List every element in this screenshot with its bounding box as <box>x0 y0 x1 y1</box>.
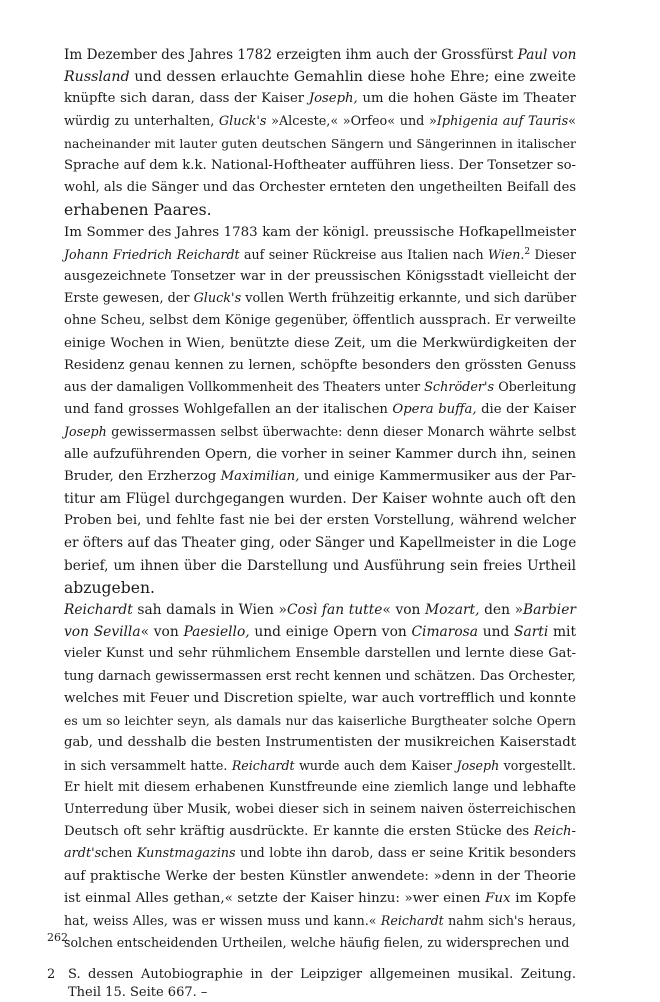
text-line <box>47 266 576 288</box>
text-line <box>47 66 576 88</box>
text-line <box>47 133 576 155</box>
text-line <box>47 910 576 932</box>
text-line <box>47 177 576 199</box>
text-run: « von <box>140 624 184 641</box>
paragraph <box>47 222 576 599</box>
text-line <box>47 399 576 421</box>
italic-run: Opera buffa, <box>392 402 477 418</box>
text-line <box>47 421 576 443</box>
italic-run: Reichardt <box>64 602 133 619</box>
text-line <box>47 111 576 133</box>
text-line <box>47 532 576 554</box>
text-run: chen <box>101 846 137 862</box>
text-run: hat, weiss Alles, was er wissen muss und kann.« <box>64 912 381 928</box>
text-line <box>47 310 576 332</box>
paragraph <box>47 44 576 222</box>
text-line <box>47 377 576 399</box>
text-run: es um so leichter seyn, als damals nur das kaiserliche Burgtheater solche Opern <box>64 713 576 729</box>
text-run: knüpfte sich daran, dass der Kaiser <box>64 91 309 107</box>
text-run: alle aufzuführenden Opern, die vorher in seiner Kammer durch ihn, seinen <box>64 446 576 462</box>
text-run: und dessen erlauchte Gemahlin diese hohe Ehre; eine zweite <box>129 69 576 86</box>
text-line <box>47 755 576 777</box>
text-run: würdig zu unterhalten, <box>64 113 219 129</box>
italic-run: Gluck's <box>218 113 267 129</box>
text-run: « von <box>382 602 426 619</box>
text-run: abzugeben. <box>64 578 155 597</box>
text-line <box>47 199 576 221</box>
text-run: Residenz genau kennen zu lernen, schöpfte besonders den grössten Genuss <box>64 357 576 373</box>
italic-run: Reich- <box>533 824 576 840</box>
text-line <box>47 866 576 888</box>
text-run: Er hielt mit diesem erhabenen Kunstfreunde eine ziemlich lange und lebhafte <box>64 779 576 795</box>
text-run: einige Wochen in Wien, benützte diese Zeit, um die Merkwürdigkeiten der <box>64 335 576 351</box>
italic-run: Schröder's <box>424 380 495 396</box>
text-run: im Kopfe <box>510 890 576 906</box>
text-run: Proben bei, und fehlte fast nie bei der ersten Vorstellung, während welcher <box>64 513 576 529</box>
text-run: Im Sommer des Jahres 1783 kam der königl. preussische Hofkapellmeister <box>64 224 576 240</box>
text-run: er öfters auf das Theater ging, oder Sänger und Kapellmeister in die Loge <box>64 535 577 552</box>
text-run: vollen Werth frühzeitig erkannte, und sich darüber <box>241 291 577 307</box>
text-run: in sich versammelt hatte. <box>64 757 232 773</box>
text-line <box>47 333 576 355</box>
text-line <box>47 155 576 177</box>
italic-run: Russland <box>64 69 130 86</box>
text-run: titur am Flügel durchgegangen wurden. Der Kaiser wohnte auch oft den <box>64 491 576 508</box>
italic-run: Così fan tutte <box>286 602 383 619</box>
text-line <box>47 244 576 266</box>
footnote-ref: 2 <box>524 246 531 257</box>
text-line <box>47 355 576 377</box>
text-run: solchen entscheidenden Urtheilen, welche häufig fielen, zu widersprechen und <box>64 935 570 951</box>
text-run: Unterredung über Musik, wobei dieser sich in seinem naiven österreichischen <box>64 801 576 817</box>
text-run: ist einmal Alles gethan,« setzte der Kaiser hinzu: »wer einen <box>64 890 486 906</box>
text-run: nacheinander mit lauter guten deutschen Sängern und Sängerinnen in italischer <box>64 135 576 151</box>
text-line <box>47 799 576 821</box>
italic-run: Iphigenia auf Tauris <box>436 113 569 129</box>
italic-run: Sarti <box>514 624 549 641</box>
italic-run: Paesiello, <box>183 624 250 641</box>
footnote <box>47 966 576 1002</box>
text-run: »Alceste,« »Orfeo« und » <box>266 113 437 129</box>
text-run: die der Kaiser <box>476 402 576 418</box>
italic-run: Fux <box>485 890 511 906</box>
text-line <box>47 44 576 66</box>
text-run: erhabenen Paares. <box>64 201 212 220</box>
text-run: gewissermassen selbst überwachte: denn dieser Monarch währte selbst <box>106 424 576 440</box>
italic-run: Joseph, <box>308 91 358 107</box>
text-line <box>47 510 576 532</box>
text-run: Sprache auf dem k.k. National-Hoftheater aufführen liess. Der Tonsetzer so- <box>64 158 576 174</box>
text-run: « <box>568 113 577 129</box>
text-line <box>47 555 576 577</box>
text-run: und einige Kammermusiker aus der Par- <box>299 468 576 484</box>
text-line <box>47 599 576 621</box>
text-run: Im Dezember des Jahres 1782 erzeigten ihm auch der Grossfürst <box>64 47 518 63</box>
text-run: gab, und desshalb die besten Instrumentisten der musikreichen Kaiserstadt <box>64 735 576 751</box>
text-run: mit <box>548 624 577 641</box>
text-run: und einige Opern von <box>249 624 412 641</box>
text-run: um die hohen Gäste im Theater <box>357 91 576 107</box>
text-run: wurde auch dem Kaiser <box>294 757 457 773</box>
paragraph <box>47 599 576 954</box>
text-line <box>47 222 576 244</box>
text-line <box>47 666 576 688</box>
text-run: wohl, als die Sänger und das Orchester ernteten den ungetheilten Beifall des <box>64 180 576 196</box>
text-line <box>47 888 576 910</box>
text-line <box>47 710 576 732</box>
italic-run: Wien. <box>488 246 525 262</box>
italic-run: Reichardt <box>231 757 295 773</box>
text-line <box>47 88 576 110</box>
italic-run: Paul von <box>517 47 577 63</box>
text-line <box>47 288 576 310</box>
text-run: und fand grosses Wohlgefallen an der italischen <box>64 402 393 418</box>
footnote-text: S. dessen Autobiographie in der Leipziger allgemeinen musikal. Zeitung. Theil 15. Seite 667. – <box>68 967 576 1001</box>
text-line <box>47 643 576 665</box>
italic-run: Joseph <box>456 757 500 773</box>
italic-run: Mozart, <box>425 602 480 619</box>
text-line <box>47 621 576 643</box>
text-run: welches mit Feuer und Discretion spielte, war auch vortrefflich und konnte <box>64 690 576 706</box>
italic-run: Cimarosa <box>411 624 478 641</box>
text-run: vorgestellt. <box>499 757 576 773</box>
text-run: auf praktische Werke der besten Künstler anwendete: »denn in der Theorie <box>64 868 576 884</box>
text-line <box>47 688 576 710</box>
text-run: und lobte ihn darob, dass er seine Kritik besonders <box>235 846 576 862</box>
text-run: auf seiner Rückreise aus Italien nach <box>239 246 488 262</box>
footnote-number: 2 <box>47 967 56 983</box>
italic-run: Joseph <box>64 424 107 440</box>
text-run: tung darnach gewissermassen erst recht kennen und schätzen. Das Orchester, <box>64 668 576 684</box>
italic-run: ardt's <box>64 846 102 862</box>
text-line <box>47 444 576 466</box>
text-line <box>47 843 576 865</box>
text-line <box>47 777 576 799</box>
text-run: Oberleitung <box>494 380 577 396</box>
text-run: Erste gewesen, der <box>64 291 194 307</box>
text-line <box>47 732 576 754</box>
text-line <box>47 577 576 599</box>
text-line <box>47 821 576 843</box>
text-line <box>47 488 576 510</box>
text-run: den » <box>479 602 524 619</box>
text-run: ausgezeichnete Tonsetzer war in der preussischen Königsstadt vielleicht der <box>64 269 576 285</box>
italic-run: Reichardt <box>380 912 444 928</box>
text-run: Dieser <box>530 246 576 262</box>
text-line <box>47 932 576 954</box>
italic-run: Kunstmagazins <box>136 846 236 862</box>
text-run: sah damals in Wien » <box>132 602 287 619</box>
italic-run: Gluck's <box>193 291 242 307</box>
page <box>47 44 576 1002</box>
page-number: 262 <box>47 931 68 944</box>
text-run: nahm sich's heraus, <box>443 912 576 928</box>
italic-run: Barbier <box>523 602 576 619</box>
italic-run: Maximilian, <box>220 468 300 484</box>
text-run: Bruder, den Erzherzog <box>64 468 221 484</box>
text-run: Deutsch oft sehr kräftig ausdrückte. Er kannte die ersten Stücke des <box>64 824 534 840</box>
text-run: ohne Scheu, selbst dem Könige gegenüber, öffentlich aussprach. Er verweilte <box>64 313 576 329</box>
footnotes <box>47 966 576 1002</box>
text-line <box>47 466 576 488</box>
text-run: vieler Kunst und sehr rühmlichem Ensemble darstellen und lernte diese Gat- <box>64 646 576 662</box>
italic-run: Johann Friedrich Reichardt <box>64 246 240 262</box>
body-text <box>47 44 576 954</box>
text-run: aus der damaligen Vollkommenheit des Theaters unter <box>64 380 425 396</box>
text-run: und <box>477 624 515 641</box>
italic-run: von Sevilla <box>64 624 141 641</box>
text-run: berief, um ihnen über die Darstellung und Ausführung sein freies Urtheil <box>64 557 576 574</box>
